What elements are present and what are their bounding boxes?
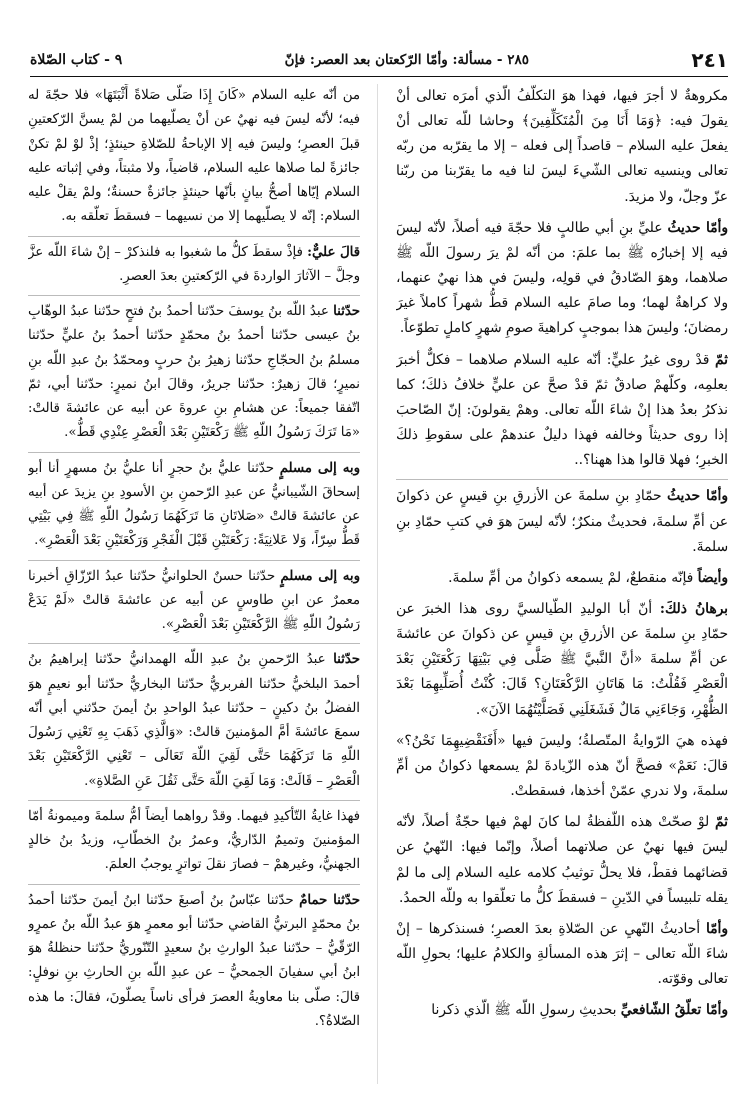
paragraph: فهذه هيَ الرّوايةُ المتّصلةُ؛ وليسَ فيها «أَفَنَقْضِيهِمَا نَحْنُ؟» قالَ: نَعَمْ» فصحَّ أنّ هذه الزّيادةَ لمْ يسمعها ذكوانُ من أمِّ سلمةَ، ولا ندري عمّنْ أخذها، فسقطتْ. xyxy=(396,732,728,800)
page-number: ٢٤١ xyxy=(691,48,728,72)
paragraph: قالَ عليٌّ: فإذْ سقطَ كلُّ ما شغبوا به فلنذكرْ – إنْ شاءَ اللّه عزَّ وجلَّ – الآثارَ الواردةَ في الرّكعتينِ بعدَ العصرِ. xyxy=(28,236,360,290)
paragraph: حدّثنا عبدُ الرّحمنِ بنُ عبدِ اللّه الهمدانيُّ حدّثنا إبراهيمُ بنُ أحمدَ البلخيُّ حدّثنا الفربريُّ حدّثنا البخاريُّ حدّثنا أبو نعيمٍ هوَ الفضلُ بنُ دكينٍ – حدّثنا عبدُ الواحدِ بنُ أيمنَ حدّثني أبي أنّه سمعَ عائشةَ أمَّ المؤمنينَ قالتْ: «وَالَّذِي ذَهَبَ بِهِ تَعْنِي رَسُولَ اللّهِ مَا تَرَكَهُمَا حَتَّى لَقِيَ اللّهَ تَعَالَى – تَعْنِي الرَّكْعَتَيْنِ بَعْدَ الْعَصْرِ – قَالَتْ: وَمَا لَقِيَ اللّهَ حَتَّى ثَقُلَ عَنِ الصَّلاةِ». xyxy=(28,643,360,794)
paragraph: من أنّه عليه السلام «كَانَ إِذَا صَلَّى صَلاةً أَثْبَتَهَا» فلا حجّةَ له فيه؛ لأنّه ليسَ فيه نهيٌ عن أنْ يصلّيهما من لمْ يسنَّ الرّكعتينِ قبلَ العصرِ؛ وليسَ فيه إلا الإباحةُ للصّلاةِ حينئذٍ؛ إذْ لوْ لمْ تكنْ جائزةً لما صلاها عليه السلام، قاضياً، ولا مثبتاً، وفي إثباته عليه السلام إيّاها أصحُّ بيانٍ بأنّها حينئذٍ جائزةٌ حسنةٌ؛ ولمْ يقلْ عليه السلام: إنّه لا يصلّيهما إلا من نسيهما – فسقطَ تعلّقه به. xyxy=(28,88,360,225)
paragraph: وأمّا حديثُ عليِّ بنِ أبي طالبٍ فلا حجّةَ فيه أصلاً، لأنّه ليسَ فيه إلا إخبارُه ﷺ بما علمَ: من أنّه لمْ يرَ رسولَ اللّه ﷺ صلاهما، وهوَ الصّادقُ في قولِه، وليسَ في هذا نهيٌ عنهما، ولا كراهةٌ لهما؛ وما صامَ عليه السلام قطُّ شهراً كاملاً غيرَ رمضانَ؛ وليسَ هذا بموجبٍ كراهيةَ صومِ شهرٍ كاملٍ تطوّعاً. xyxy=(396,219,728,337)
left-column xyxy=(28,84,360,1094)
paragraph: فهذا غايةُ التّأكيدِ فيهما. وقدْ رواهما أيضاً أمُّ سلمةَ وميمونةُ أمّا المؤمنينَ وتميمٌ الدّاريُّ، وعمرُ بنُ الخطّابِ، وزيدُ بنُ خالدٍ الجهنيُّ، وغيرهمْ – فصارَ نقلَ تواترٍ يوجبُ العلمَ. xyxy=(28,800,360,878)
right-column xyxy=(396,84,728,1094)
paragraph: وأمّا أحاديثُ النّهيِ عن الصّلاةِ بعدَ العصرِ؛ فسنذكرها – إنْ شاءَ اللّه تعالى – إثرَ هذه المسألةِ والكلامُ عليها؛ بحولِ اللّه تعالى وقوّته. xyxy=(396,920,728,988)
paragraph: حدّثنا عبدُ اللّه بنُ يوسفَ حدّثنا أحمدُ بنُ فتحٍ حدّثنا عبدُ الوهّابِ بنُ عيسى حدّثنا أحمدُ بنُ محمّدٍ حدّثنا أحمدُ بنُ عليٍّ حدّثنا مسلمُ بنُ الحجّاجِ حدّثنا زهيرُ بنُ حربٍ ومحمّدُ بنُ عبدِ اللّه بنِ نميرٍ؛ قالَ زهيرٌ: حدّثنا جريرٌ، وقالَ ابنُ نميرٍ: حدّثنا أبي، ثمّ اتّفقا جميعاً: عن هشامِ بنِ عروةَ عن أبيه عن عائشةَ قالتْ: «مَا تَرَكَ رَسُولُ اللّهِ ﷺ رَكْعَتَيْنِ بَعْدَ الْعَصْرِ عِنْدِي قَطُّ». xyxy=(28,295,360,446)
paragraph: ثمّ لوْ صحّتْ هذه اللّفظةُ لما كانَ لهمْ فيها حجّةٌ أصلاً، لأنّه ليسَ فيها نهيٌ عن صلاتهما أصلاً، وإنّما فيها: النّهيُ عن قضائهما فقطْ، فلا يحلُّ توثيبُ كلامه عليه السلام إلى ما لمْ يقله تلبيساً في الدّينِ – فسقطَ كلُّ ما تعلّقوا به وللّه الحمدُ. xyxy=(396,814,728,906)
paragraph: مكروهةٌ لا أجرَ فيها، فهذا هوَ التكلّفُ الّذي أمرَه تعالى أنْ يقولَ فيه: ﴿وَمَا أَنَا مِنَ الْمُتَكَلِّفِينَ﴾ وحاشا للّه تعالى أنْ يفعلَ عليه السلام – قاصداً إلى فعله – إلا ما يقرّبه من ربّه تعالى وينسيه تعالى الشّيءَ ليسَ لنا فيه ما يقرّبنا من ربّنا عزّ وجلّ، ولا مزيدَ. xyxy=(396,88,728,205)
running-title: ٢٨٥ - مسألة: وأمّا الرّكعتان بعد العصر: فإنّ xyxy=(284,52,529,68)
paragraph: وأمّا تعلّقُ الشّافعيِّ بحديثِ رسولِ اللّه ﷺ الّذي ذكرنا xyxy=(431,1002,728,1019)
paragraph: وبه إلى مسلمٍ حدّثنا حسنٌ الحلوانيُّ حدّثنا عبدُ الرّزّاقِ أخبرنا معمرٌ عن ابنِ طاوسٍ عن أبيه عن عائشةَ قالتْ «لَمْ يَدَعْ رَسُولُ اللّهِ ﷺ الرَّكْعَتَيْنِ بَعْدَ الْعَصْرِ». xyxy=(28,560,360,638)
book-title: ٩ - كتاب الصّلاة xyxy=(30,52,123,68)
column-divider xyxy=(377,84,378,1084)
paragraph: وبه إلى مسلمٍ حدّثنا عليُّ بنُ حجرٍ أنا عليُّ بنُ مسهرٍ أنا أبو إسحاقَ الشّيبانيُّ عن عبدِ الرّحمنِ بنِ الأسودِ بنِ يزيدَ عن أبيه عن عائشةَ قالتْ «صَلاتَانِ مَا تَرَكَهُمَا رَسُولُ اللّهِ ﷺ فِي بَيْتِي قَطُّ سِرّاً، وَلا عَلانِيَةً: رَكْعَتَيْنِ قَبْلَ الْفَجْرِ وَرَكْعَتَيْنِ بَعْدَ الْعَصْرِ». xyxy=(28,452,360,554)
page-header xyxy=(30,44,728,77)
paragraph: برهانُ ذلكَ: أنّ أبا الوليدِ الطّيالسيَّ روى هذا الخبرَ عن حمّادِ بنِ سلمةَ عن الأزرقِ بنِ قيسٍ عن ذكوانَ عن عائشةَ عن أمِّ سلمةَ «أنَّ النَّبيَّ ﷺ صَلَّى فِي بَيْتِهَا رَكْعَتَيْنِ بَعْدَ الْعَصْرِ فَقُلْتُ: مَا هَاتَانِ الرَّكْعَتَانِ؟ قَالَ: كُنْتُ أُصَلِّيهِمَا بَعْدَ الظُّهْرِ، وَجَاءَنِي مَالٌ فَشَغَلَنِي فَصَلَّيْتُهُمَا الآنَ». xyxy=(396,600,728,718)
paragraph: ثمّ قدْ روى غيرُ عليٍّ: أنّه عليه السلام صلاهما – فكلٌّ أخبرَ بعلمِه، وكلّهمْ صادقٌ ثمّ قدْ صحَّ عن عليٍّ خلافُ ذلكَ؛ كما نذكرُ بعدُ هذا إنْ شاءَ اللّه تعالى. وهمْ يقولونَ: إنّ الصّاحبَ إذا روى حديثاً وخالفه فهذا دليلٌ عندهمْ على سقوطِ ذلكَ الخبرِ؛ فهلا قالوا هذا ههنا؟.. xyxy=(396,351,728,469)
paragraph: وأيضاً فإنّه منقطعٌ، لمْ يسمعه ذكوانُ من أمِّ سلمةَ. xyxy=(448,569,728,586)
paragraph: حدّثنا حمامٌ حدّثنا عبّاسُ بنُ أصبغَ حدّثنا ابنُ أيمنَ حدّثنا أحمدُ بنُ محمّدٍ البرتيُّ القاضي حدّثنا أبو معمرٍ هوَ عبدُ اللّه بنُ عمرٍو الرّقّيُّ – حدّثنا عبدُ الوارثِ بنُ سعيدٍ التّنّوريُّ حدّثنا حنظلةُ هوَ ابنُ أبي سفيانَ الجمحيُّ – عن عبدِ اللّه بنِ الحارثِ بنِ نوفلٍ: قالَ: صلّى بنا معاويةُ العصرَ فرأى ناساً يصلّونَ، فقالَ: ما هذه الصّلاةُ؟. xyxy=(28,884,360,1035)
paragraph: وأمّا حديثُ حمّادِ بنِ سلمةَ عن الأزرقِ بنِ قيسٍ عن ذكوانَ عن أمِّ سلمةَ، فحديثٌ منكرٌ؛ لأنّه ليسَ هوَ في كتبِ حمّادِ بنِ سلمةَ. xyxy=(396,479,728,559)
